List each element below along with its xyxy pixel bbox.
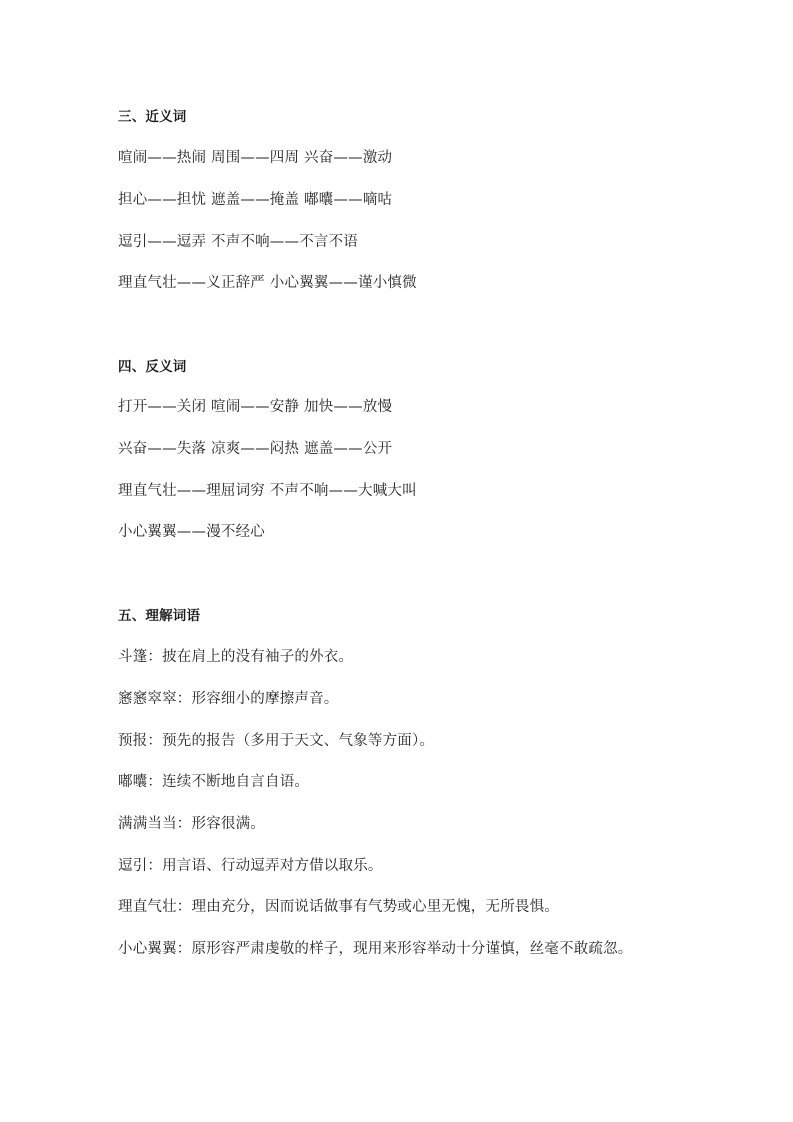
- definition-line: 嘟囔：连续不断地自言自语。: [118, 774, 310, 790]
- section-heading-antonyms: 四、反义词: [118, 359, 187, 375]
- definition-line: 小心翼翼：原形容严肃虔敬的样子，现用来形容举动十分谨慎，丝毫不敢疏忽。: [118, 941, 633, 957]
- section-heading-vocabulary: 五、理解词语: [118, 608, 201, 624]
- antonym-line: 打开——关闭 喧闹——安静 加快——放慢: [118, 399, 393, 415]
- synonym-line: 理直气壮——义正辞严 小心翼翼——谨小慎微: [118, 275, 417, 291]
- synonym-line: 担心——担忧 遮盖——掩盖 嘟囔——嘀咕: [118, 192, 393, 208]
- definition-line: 逗引：用言语、行动逗弄对方借以取乐。: [118, 858, 383, 874]
- definition-line: 满满当当：形容很满。: [118, 816, 265, 832]
- definition-line: 理直气壮：理由充分，因而说话做事有气势或心里无愧，无所畏惧。: [118, 899, 559, 915]
- definition-line: 窸窸窣窣：形容细小的摩擦声音。: [118, 691, 339, 707]
- definition-line: 斗篷：披在肩上的没有袖子的外衣。: [118, 649, 354, 665]
- antonym-line: 小心翼翼——漫不经心: [118, 524, 265, 540]
- antonym-line: 兴奋——失落 凉爽——闷热 遮盖——公开: [118, 441, 393, 457]
- synonym-line: 逗引——逗弄 不声不响——不言不语: [118, 234, 359, 250]
- antonym-line: 理直气壮——理屈词穷 不声不响——大喊大叫: [118, 483, 417, 499]
- definition-line: 预报：预先的报告（多用于天文、气象等方面）。: [118, 733, 435, 749]
- section-heading-synonyms: 三、近义词: [118, 109, 187, 125]
- synonym-line: 喧闹——热闹 周围——四周 兴奋——激动: [118, 150, 393, 166]
